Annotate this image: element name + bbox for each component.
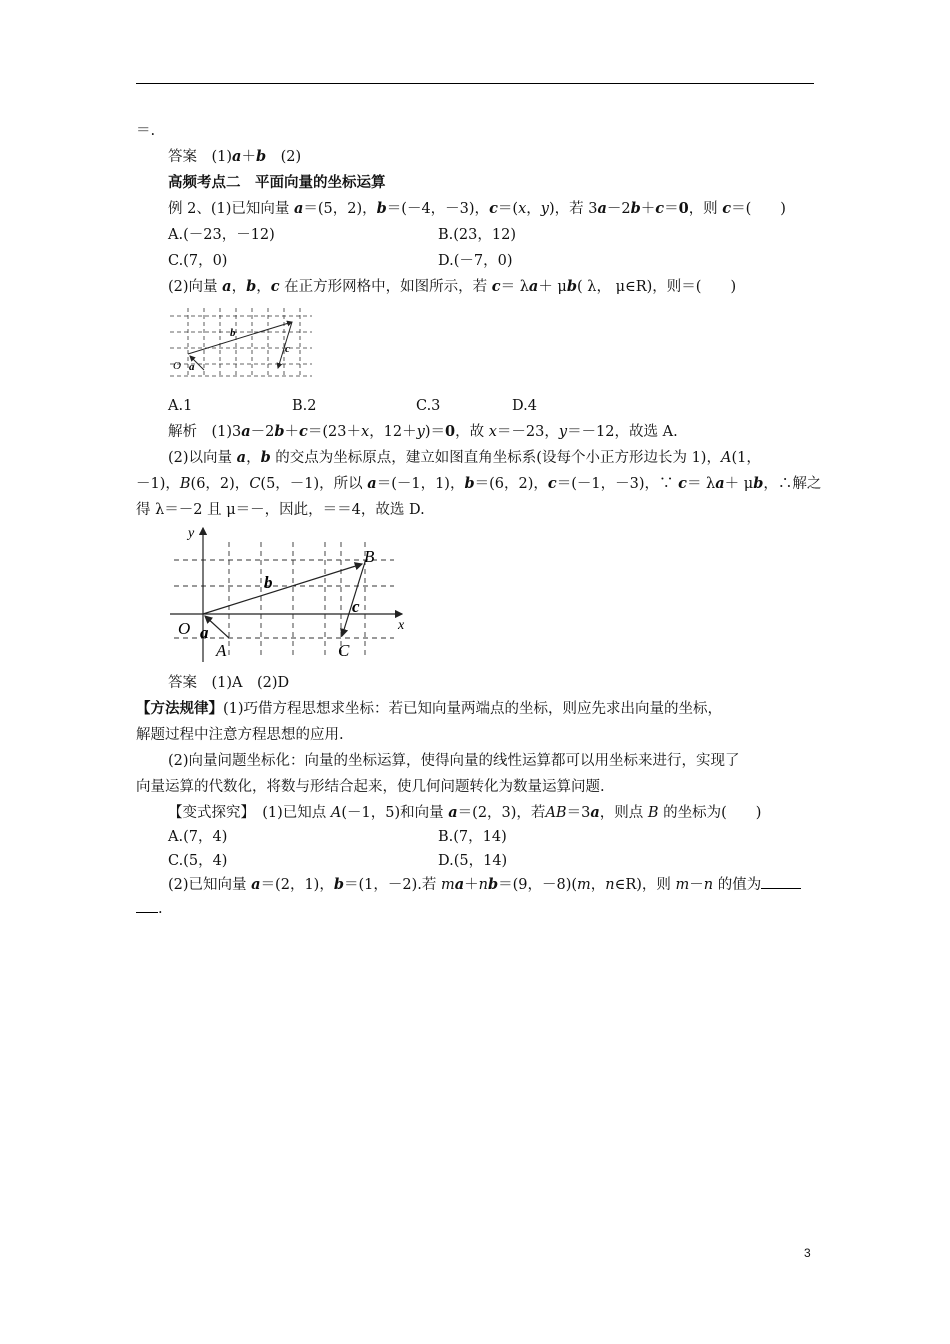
answer-line: 答案 (1)a＋b (2): [168, 148, 302, 165]
method-line: 【方法规律】(1)巧借方程思想求坐标：若已知向量两端点的坐标，则应先求出向量的坐标，: [136, 700, 723, 717]
vector-grid-figure: [168, 306, 316, 380]
answer-line: 答案 (1)A (2)D: [168, 675, 290, 691]
option-d: D.(5，14): [438, 853, 508, 869]
answer-blank: [761, 874, 801, 889]
label-c: c: [285, 343, 290, 355]
solution-line: (2)以向量 a，b 的交点为坐标原点，建立如图直角坐标系(设每个小正方形边长为 1)，A(1，: [168, 449, 761, 466]
label-a: a: [189, 361, 195, 373]
label-x: x: [398, 618, 405, 633]
option-b: B.(23，12): [438, 227, 516, 243]
text-line: ＝.: [136, 123, 156, 139]
method-line: 解题过程中注意方程思想的应用.: [136, 727, 344, 743]
coordinate-figure: [166, 524, 416, 664]
label-a: a: [200, 623, 209, 642]
method-line: 向量运算的代数化，将数与形结合起来，使几何问题转化为数量运算问题.: [136, 779, 605, 795]
option-c: C.(5，4): [168, 853, 228, 869]
label-point-c: C: [338, 641, 350, 660]
question-line: 例 2、(1)已知向量 a＝(5，2)，b＝(－4，－3)，c＝(x，y)，若 3a－2b＋c＝0，则 c＝( ): [168, 200, 786, 217]
option-c: C.3: [416, 398, 441, 414]
method-line: (2)向量问题坐标化：向量的坐标运算，使得向量的线性运算都可以用坐标来进行，实现了: [168, 753, 740, 769]
answer-blank-continued: [136, 898, 158, 913]
option-d: D.(－7，0): [438, 253, 513, 269]
label-y: y: [188, 526, 195, 541]
solution-line: 解析 (1)3a－2b＋c＝(23＋x，12＋y)＝0，故 x＝－23，y＝－12，故选 A.: [168, 423, 678, 440]
section-heading: 高频考点二 平面向量的坐标运算: [168, 174, 386, 191]
vector-b-arrow: [203, 564, 362, 614]
label-b: b: [230, 327, 236, 339]
label-o: O: [178, 619, 191, 638]
vector-a-arrow: [205, 616, 229, 638]
header-rule: [136, 83, 814, 84]
solution-line: 得 λ＝－2 且 μ＝－，因此，＝＝4，故选 D.: [136, 502, 425, 518]
page-number: 3: [804, 1246, 811, 1260]
label-point-b: B: [364, 547, 375, 566]
question-line: .: [136, 898, 163, 920]
option-c: C.(7，0): [168, 253, 228, 269]
option-a: A.1: [168, 398, 193, 414]
variation-line: 【变式探究】 (1)已知点 A(－1，5)和向量 a＝(2，3)，若AB＝3a，则点 B 的坐标为( ): [168, 804, 762, 821]
solution-line: －1)，B(6，2)，C(5，－1)，所以 a＝(－1，1)，b＝(6，2)，c＝(－1，－3)，∵ c＝ λa＋ μb，∴解之: [136, 475, 822, 492]
option-d: D.4: [512, 398, 537, 414]
question-line: (2)向量 a，b，c 在正方形网格中，如图所示，若 c＝ λa＋ μb( λ， μ∈R)，则＝( ): [168, 278, 737, 295]
label-b: b: [264, 573, 273, 592]
option-b: B.2: [292, 398, 317, 414]
label-o: O: [173, 360, 181, 372]
option-a: A.(7，4): [168, 829, 228, 845]
label-c: c: [352, 597, 360, 616]
option-a: A.(－23，－12): [168, 227, 275, 243]
label-point-a: A: [216, 641, 227, 660]
option-b: B.(7，14): [438, 829, 507, 845]
question-line: (2)已知向量 a＝(2，1)，b＝(1，－2).若 ma＋nb＝(9，－8)(m，n∈R)，则 m－n 的值为: [168, 874, 801, 896]
